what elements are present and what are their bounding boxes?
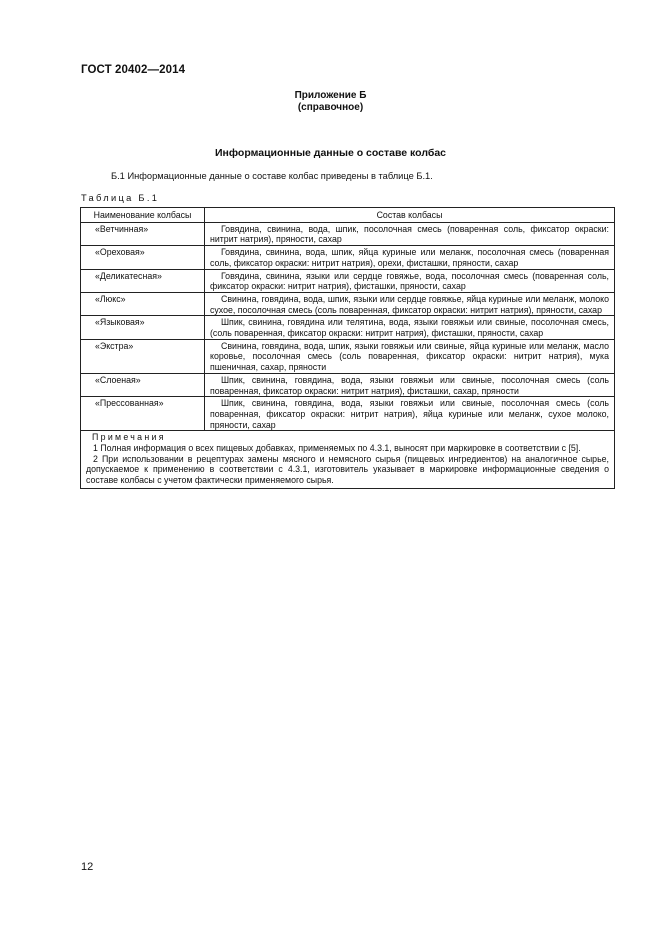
note-item: 1 Полная информация о всех пищевых добавках, применяемых по 4.3.1, выносят при маркировке в соответствии с [5]. <box>93 443 581 454</box>
section-title: Информационные данные о составе колбас <box>214 147 447 159</box>
page-number: 12 <box>81 861 94 873</box>
notes-heading: Примечания <box>92 432 166 443</box>
sausage-name: «Ветчинная» <box>81 222 205 245</box>
sausage-composition: Говядина, свинина, вода, шпик, посолочная смесь (поваренная соль, фиксатор окраски: нитрит натрия), пряности, сахар <box>205 222 615 245</box>
document-header: ГОСТ 20402—2014 <box>81 64 186 76</box>
annex-heading <box>0 90 661 114</box>
note-item: 2 При использовании в рецептурах замены мясного и немясного сырья (пищевых ингредиентов) на аналогичное сырье, допускаемое к применению в соответствии с 4.3.1, изготовитель указывает в маркировке информационные сведения о составе колбасы с учетом фактически применяемого сырья. <box>86 453 609 486</box>
sausage-name: «Ореховая» <box>81 246 205 269</box>
sausage-composition: Шпик, свинина, говядина, вода, языки говяжьи или свиные, посолочная смесь (соль поваренная, фиксатор окраски: нитрит натрия), фисташки, сахар, пряности <box>205 373 615 396</box>
table-notes <box>81 431 615 489</box>
sausage-composition: Свинина, говядина, вода, шпик, языки или сердце говяжье, яйца куриные или меланж, молоко сухое, посолочная смесь (соль поваренная, фиксатор окраски: нитрит натрия), пряности, сахар <box>205 292 615 315</box>
sausage-name: «Экстра» <box>81 339 205 373</box>
table-row <box>81 373 615 396</box>
table-label: Таблица Б.1 <box>81 193 160 203</box>
intro-paragraph: Б.1 Информационные данные о составе колбас приведены в таблице Б.1. <box>111 171 433 181</box>
sausage-composition: Говядина, свинина, языки или сердце говяжье, вода, посолочная смесь (поваренная соль, фиксатор окраски: нитрит натрия), фисташки, пряности, сахар <box>205 269 615 292</box>
annex-title: Приложение Б <box>294 90 367 101</box>
table-row <box>81 222 615 245</box>
table-row <box>81 246 615 269</box>
header-sausage-composition: Состав колбасы <box>205 208 615 223</box>
sausage-name: «Прессованная» <box>81 397 205 431</box>
table-row <box>81 397 615 431</box>
sausage-name: «Люкс» <box>81 292 205 315</box>
sausage-composition: Шпик, свинина, говядина, вода, языки говяжьи или свиные, посолочная смесь (соль поваренная, фиксатор окраски: нитрит натрия), яйца куриные или меланж, сухое молоко, пряности, сахар <box>205 397 615 431</box>
table-row <box>81 269 615 292</box>
sausage-composition: Говядина, свинина, вода, шпик, яйца куриные или меланж, посолочная смесь (поваренная соль, фиксатор окраски: нитрит натрия), орехи, фисташки, пряности, сахар <box>205 246 615 269</box>
table-row <box>81 292 615 315</box>
sausage-name: «Деликатесная» <box>81 269 205 292</box>
table-row <box>81 316 615 339</box>
notes-row <box>81 431 615 489</box>
table-row <box>81 339 615 373</box>
table-header-row <box>81 208 615 223</box>
header-sausage-name: Наименование колбасы <box>81 208 205 223</box>
sausage-name: «Языковая» <box>81 316 205 339</box>
sausage-name: «Слоеная» <box>81 373 205 396</box>
annex-subtitle: (справочное) <box>297 102 364 113</box>
sausage-composition: Свинина, говядина, вода, шпик, языки говяжьи или свиные, яйца куриные или меланж, масло коровье, посолочная смесь (соль поваренная, фиксатор окраски: нитрит натрия), мука пшеничная, сахар, пряности <box>205 339 615 373</box>
sausage-composition: Шпик, свинина, говядина или телятина, вода, языки говяжьи или свиные, посолочная смесь, (соль поваренная, фиксатор окраски: нитрит натрия), фисташки, пряности, сахар <box>205 316 615 339</box>
composition-table <box>80 207 615 489</box>
